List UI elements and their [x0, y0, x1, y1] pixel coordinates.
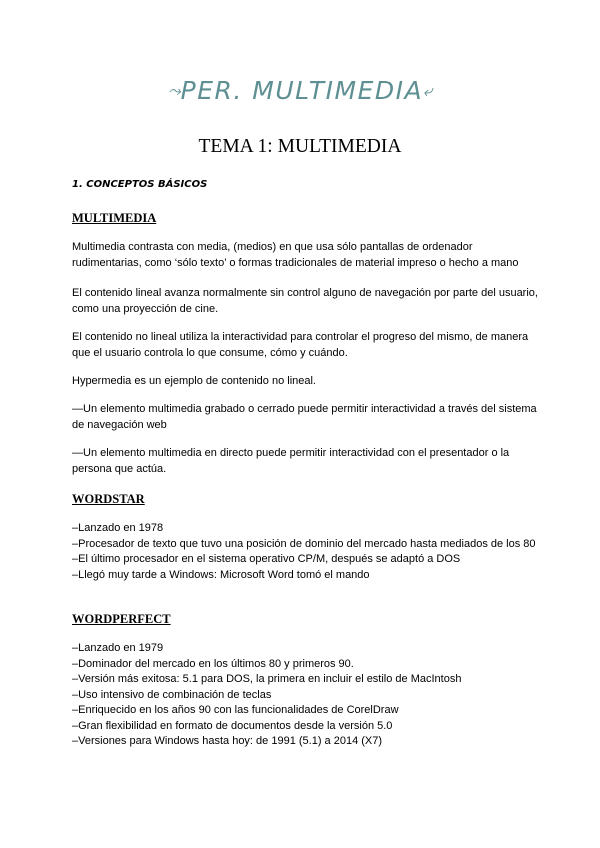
arrow-decoration-icon: ⤶	[423, 81, 433, 100]
paragraph: Multimedia contrasta con media, (medios) en que usa sólo pantallas de ordenador rudimentarias, como ‘sólo texto’ o formas tradicionales de material impreso o hecho a mano	[72, 241, 519, 269]
paragraph: —Un elemento multimedia grabado o cerrado puede permitir interactividad a través del sistema de navegación web	[72, 403, 537, 431]
list-item: –Llegó muy tarde a Windows: Microsoft Word tomó el mando	[72, 568, 370, 581]
list-item: –Uso intensivo de combinación de teclas	[72, 688, 272, 701]
page-title: TEMA 1: MULTIMEDIA	[198, 136, 402, 157]
list-item: –Versiones para Windows hasta hoy: de 1991 (5.1) a 2014 (X7)	[72, 735, 383, 747]
list-item: –El último procesador en el sistema operativo CP/M, después se adaptó a DOS	[72, 553, 461, 565]
list-item: –Versión más exitosa: 5.1 para DOS, la primera en incluir el estilo de MacIntosh	[72, 673, 462, 685]
list-item: –Dominador del mercado en los últimos 80 y primeros 90.	[72, 657, 354, 670]
wordperfect-list	[72, 641, 542, 750]
paragraph: —Un elemento multimedia en directo puede permitir interactividad con el presentador o la persona que actúa.	[72, 447, 510, 475]
list-item: –Gran flexibilidad en formato de documentos desde la versión 5.0	[72, 719, 393, 732]
paragraph: Hypermedia es un ejemplo de contenido no lineal.	[72, 375, 316, 387]
paragraph: El contenido no lineal utiliza la interactividad para controlar el progreso del mismo, de manera que el usuario controla lo que consume, cómo y cuándo.	[72, 331, 529, 359]
handwritten-header	[0, 76, 600, 105]
subheading-wordperfect: WORDPERFECT	[72, 612, 171, 626]
arrow-decoration-icon: ⤳	[167, 81, 181, 100]
list-item: –Lanzado en 1978	[72, 522, 164, 534]
paragraph: El contenido lineal avanza normalmente sin control alguno de navegación por parte del usuario, como una proyección de cine.	[72, 287, 538, 315]
wordstar-list	[72, 521, 542, 583]
list-item: –Lanzado en 1979	[72, 642, 164, 654]
header-title: PER. MULTIMEDIA	[180, 76, 424, 105]
section-heading: 1. CONCEPTOS BÁSICOS	[72, 179, 208, 190]
subheading-wordstar: WORDSTAR	[72, 492, 145, 506]
subheading-multimedia: MULTIMEDIA	[72, 211, 157, 225]
list-item: –Enriquecido en los años 90 con las funcionalidades de CorelDraw	[72, 704, 399, 716]
list-item: –Procesador de texto que tuvo una posición de dominio del mercado hasta mediados de los 80	[72, 537, 536, 550]
